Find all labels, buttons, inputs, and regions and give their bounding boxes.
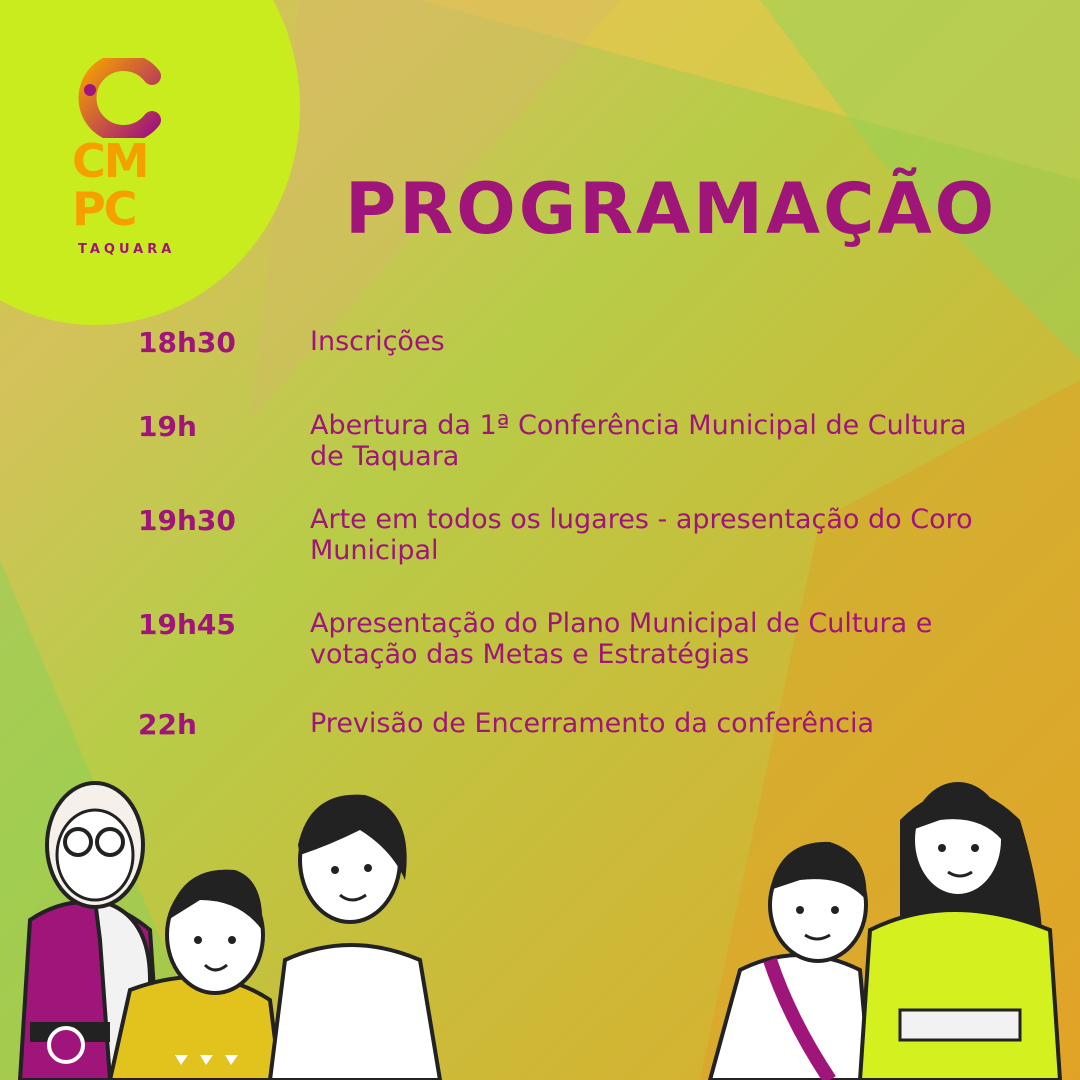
schedule-time: 19h45 bbox=[138, 608, 236, 641]
schedule-time: 22h bbox=[138, 708, 197, 741]
schedule-desc: Arte em todos os lugares - apresentação do Coro Municipal bbox=[310, 504, 973, 566]
logo-line-pc: PC bbox=[72, 182, 136, 236]
logo-subtitle: TAQUARA bbox=[78, 242, 176, 257]
people-illustration bbox=[0, 760, 1080, 1080]
schedule-desc: Inscrições bbox=[310, 326, 445, 357]
person-woman-jacket-icon bbox=[860, 784, 1060, 1080]
cmpc-logo bbox=[72, 58, 182, 258]
schedule-desc: Previsão de Encerramento da conferência bbox=[310, 708, 875, 739]
person-young-man-icon bbox=[270, 795, 440, 1080]
schedule-time: 18h30 bbox=[138, 326, 236, 359]
logo-c-icon bbox=[76, 58, 166, 138]
page-title: PROGRAMAÇÃO bbox=[345, 168, 998, 250]
logo-line-cm: CM bbox=[72, 134, 148, 188]
schedule-time: 19h30 bbox=[138, 504, 236, 537]
schedule-time: 19h bbox=[138, 410, 197, 443]
schedule-desc: Apresentação do Plano Municipal de Cultura e votação das Metas e Estratégias bbox=[310, 608, 933, 670]
schedule-desc: Abertura da 1ª Conferência Municipal de Cultura de Taquara bbox=[310, 410, 967, 472]
person-girl-ponytail-icon bbox=[710, 842, 870, 1080]
